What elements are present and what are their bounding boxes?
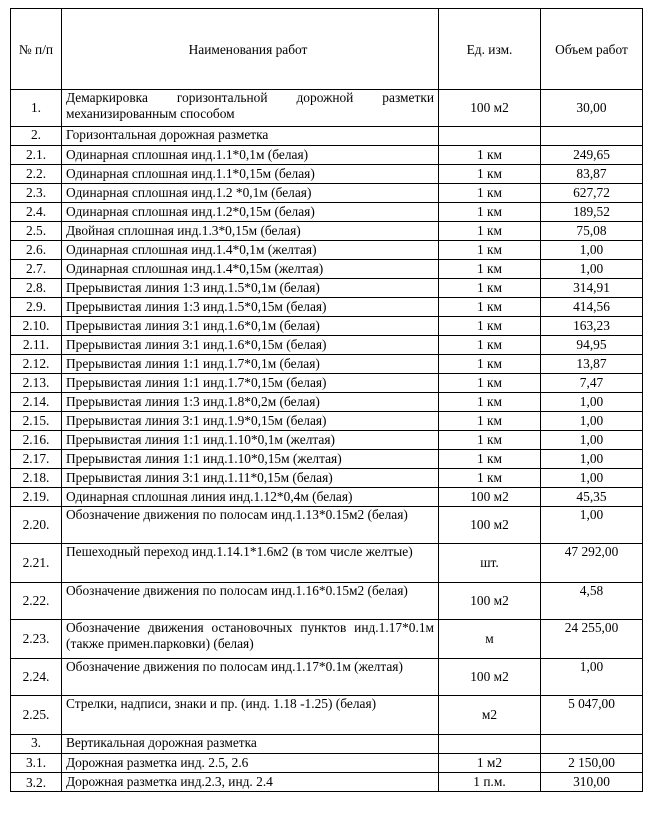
row-unit: 1 км: [439, 355, 541, 374]
row-num: 2.11.: [11, 336, 62, 355]
row-volume: 1,00: [541, 393, 643, 412]
row-volume: 1,00: [541, 260, 643, 279]
row-name: Прерывистая линия 1:3 инд.1.8*0,2м (белая): [62, 393, 439, 412]
row-num: 2.14.: [11, 393, 62, 412]
row-name: Прерывистая линия 1:3 инд.1.5*0,1м (белая): [62, 279, 439, 298]
row-unit: 100 м2: [439, 659, 541, 696]
row-unit: 1 км: [439, 184, 541, 203]
row-unit: 1 км: [439, 241, 541, 260]
row-unit: шт.: [439, 544, 541, 583]
row-unit: 1 км: [439, 298, 541, 317]
row-volume: 47 292,00: [541, 544, 643, 583]
row-volume: 314,91: [541, 279, 643, 298]
row-num: 3.: [11, 735, 62, 754]
row-num: 1.: [11, 90, 62, 127]
table-row: [11, 203, 643, 222]
row-name: Демаркировка горизонтальной дорожной разметки механизированным способом: [62, 90, 439, 127]
row-name: Одинарная сплошная инд.1.2*0,15м (белая): [62, 203, 439, 222]
row-volume: 75,08: [541, 222, 643, 241]
table-row: [11, 696, 643, 735]
row-unit: 1 м2: [439, 754, 541, 773]
section-row: [11, 735, 643, 754]
table-row: [11, 336, 643, 355]
row-volume: 310,00: [541, 773, 643, 792]
row-num: 2.2.: [11, 165, 62, 184]
row-volume: 1,00: [541, 450, 643, 469]
table-row: [11, 488, 643, 507]
table-row: [11, 544, 643, 583]
table-row: [11, 222, 643, 241]
table-row: [11, 773, 643, 792]
row-num: 2.21.: [11, 544, 62, 583]
table-row: [11, 298, 643, 317]
table-row: [11, 241, 643, 260]
row-volume: 163,23: [541, 317, 643, 336]
table-row: [11, 279, 643, 298]
table-row: [11, 184, 643, 203]
table-row: [11, 165, 643, 184]
row-num: 2.16.: [11, 431, 62, 450]
row-num: 2.24.: [11, 659, 62, 696]
row-name: Вертикальная дорожная разметка: [62, 735, 439, 754]
row-name: Дорожная разметка инд. 2.5, 2.6: [62, 754, 439, 773]
works-table: [10, 8, 643, 792]
row-num: 2.9.: [11, 298, 62, 317]
row-unit: 1 км: [439, 165, 541, 184]
row-num: 2.15.: [11, 412, 62, 431]
row-volume: 1,00: [541, 659, 643, 696]
row-unit: 1 км: [439, 374, 541, 393]
table-row: [11, 620, 643, 659]
header-name: Наименования работ: [62, 9, 439, 90]
row-unit: 100 м2: [439, 583, 541, 620]
row-unit: 1 км: [439, 336, 541, 355]
row-unit: 1 км: [439, 412, 541, 431]
row-name: Обозначение движения остановочных пунктов инд.1.17*0.1м (также примен.парковки) (белая): [62, 620, 439, 659]
table-row: [11, 469, 643, 488]
table-row: [11, 146, 643, 165]
row-volume: 24 255,00: [541, 620, 643, 659]
table-row: [11, 260, 643, 279]
row-name: Одинарная сплошная инд.1.1*0,15м (белая): [62, 165, 439, 184]
row-name: Прерывистая линия 1:1 инд.1.10*0,15м (желтая): [62, 450, 439, 469]
row-name: Обозначение движения по полосам инд.1.16*0.15м2 (белая): [62, 583, 439, 620]
row-volume: 189,52: [541, 203, 643, 222]
row-name: Прерывистая линия 3:1 инд.1.6*0,15м (белая): [62, 336, 439, 355]
row-name: Прерывистая линия 1:1 инд.1.10*0,1м (желтая): [62, 431, 439, 450]
header-unit: Ед. изм.: [439, 9, 541, 90]
row-name: Прерывистая линия 3:1 инд.1.6*0,1м (белая): [62, 317, 439, 336]
row-num: 2.3.: [11, 184, 62, 203]
row-volume: 2 150,00: [541, 754, 643, 773]
table-row: [11, 374, 643, 393]
table-row: [11, 393, 643, 412]
row-volume: 1,00: [541, 431, 643, 450]
row-volume: 4,58: [541, 583, 643, 620]
row-name: Обозначение движения по полосам инд.1.13*0.15м2 (белая): [62, 507, 439, 544]
row-unit: 100 м2: [439, 507, 541, 544]
row-volume: 83,87: [541, 165, 643, 184]
row-name: Одинарная сплошная инд.1.4*0,15м (желтая): [62, 260, 439, 279]
row-num: 2.10.: [11, 317, 62, 336]
table-row: [11, 583, 643, 620]
row-unit: 1 км: [439, 469, 541, 488]
row-unit: 1 км: [439, 203, 541, 222]
row-name: Горизонтальная дорожная разметка: [62, 127, 439, 146]
row-unit: 1 км: [439, 146, 541, 165]
row-volume: 30,00: [541, 90, 643, 127]
row-num: 2.5.: [11, 222, 62, 241]
table-row: [11, 754, 643, 773]
row-name: Дорожная разметка инд.2.3, инд. 2.4: [62, 773, 439, 792]
row-unit: 1 км: [439, 431, 541, 450]
row-name: Прерывистая линия 3:1 инд.1.9*0,15м (белая): [62, 412, 439, 431]
row-unit: [439, 735, 541, 754]
row-unit: 100 м2: [439, 90, 541, 127]
row-name: Двойная сплошная инд.1.3*0,15м (белая): [62, 222, 439, 241]
row-volume: 1,00: [541, 507, 643, 544]
row-num: 2.20.: [11, 507, 62, 544]
row-num: 2.1.: [11, 146, 62, 165]
row-volume: 627,72: [541, 184, 643, 203]
row-num: 2.8.: [11, 279, 62, 298]
row-unit: 100 м2: [439, 488, 541, 507]
row-num: 2.12.: [11, 355, 62, 374]
table-row: [11, 450, 643, 469]
row-name: Прерывистая линия 1:1 инд.1.7*0,1м (белая): [62, 355, 439, 374]
row-num: 2.7.: [11, 260, 62, 279]
row-num: 3.2.: [11, 773, 62, 792]
row-num: 2.25.: [11, 696, 62, 735]
row-name: Обозначение движения по полосам инд.1.17*0.1м (желтая): [62, 659, 439, 696]
row-num: 2.: [11, 127, 62, 146]
table-row: [11, 317, 643, 336]
row-name: Одинарная сплошная инд.1.2 *0,1м (белая): [62, 184, 439, 203]
header-num: № п/п: [11, 9, 62, 90]
row-unit: 1 км: [439, 279, 541, 298]
row-unit: 1 км: [439, 317, 541, 336]
row-num: 2.19.: [11, 488, 62, 507]
row-unit: 1 км: [439, 222, 541, 241]
row-name: Стрелки, надписи, знаки и пр. (инд. 1.18 -1.25) (белая): [62, 696, 439, 735]
table-row: [11, 355, 643, 374]
row-unit: [439, 127, 541, 146]
row-name: Прерывистая линия 3:1 инд.1.11*0,15м (белая): [62, 469, 439, 488]
row-num: 2.13.: [11, 374, 62, 393]
table-row: [11, 412, 643, 431]
row-unit: 1 км: [439, 393, 541, 412]
row-num: 2.17.: [11, 450, 62, 469]
row-name: Одинарная сплошная инд.1.4*0,1м (желтая): [62, 241, 439, 260]
row-unit: 1 км: [439, 260, 541, 279]
table-row: [11, 431, 643, 450]
row-volume: 1,00: [541, 241, 643, 260]
row-volume: [541, 127, 643, 146]
row-num: 2.18.: [11, 469, 62, 488]
row-name: Прерывистая линия 1:3 инд.1.5*0,15м (белая): [62, 298, 439, 317]
row-name: Одинарная сплошная инд.1.1*0,1м (белая): [62, 146, 439, 165]
row-num: 2.6.: [11, 241, 62, 260]
row-name: Прерывистая линия 1:1 инд.1.7*0,15м (белая): [62, 374, 439, 393]
row-volume: 249,65: [541, 146, 643, 165]
section-row: [11, 127, 643, 146]
row-unit: 1 км: [439, 450, 541, 469]
row-num: 2.22.: [11, 583, 62, 620]
row-num: 2.23.: [11, 620, 62, 659]
row-name: Пешеходный переход инд.1.14.1*1.6м2 (в том числе желтые): [62, 544, 439, 583]
row-name: Одинарная сплошная линия инд.1.12*0,4м (белая): [62, 488, 439, 507]
row-num: 2.4.: [11, 203, 62, 222]
header-volume: Объем работ: [541, 9, 643, 90]
table-header: [11, 9, 643, 90]
row-num: 3.1.: [11, 754, 62, 773]
table-row: [11, 659, 643, 696]
row-unit: м2: [439, 696, 541, 735]
row-volume: [541, 735, 643, 754]
row-volume: 7,47: [541, 374, 643, 393]
row-unit: м: [439, 620, 541, 659]
row-volume: 13,87: [541, 355, 643, 374]
table-row: [11, 90, 643, 127]
row-volume: 1,00: [541, 469, 643, 488]
table-row: [11, 507, 643, 544]
row-volume: 414,56: [541, 298, 643, 317]
row-volume: 45,35: [541, 488, 643, 507]
row-volume: 1,00: [541, 412, 643, 431]
row-volume: 94,95: [541, 336, 643, 355]
row-unit: 1 п.м.: [439, 773, 541, 792]
row-volume: 5 047,00: [541, 696, 643, 735]
